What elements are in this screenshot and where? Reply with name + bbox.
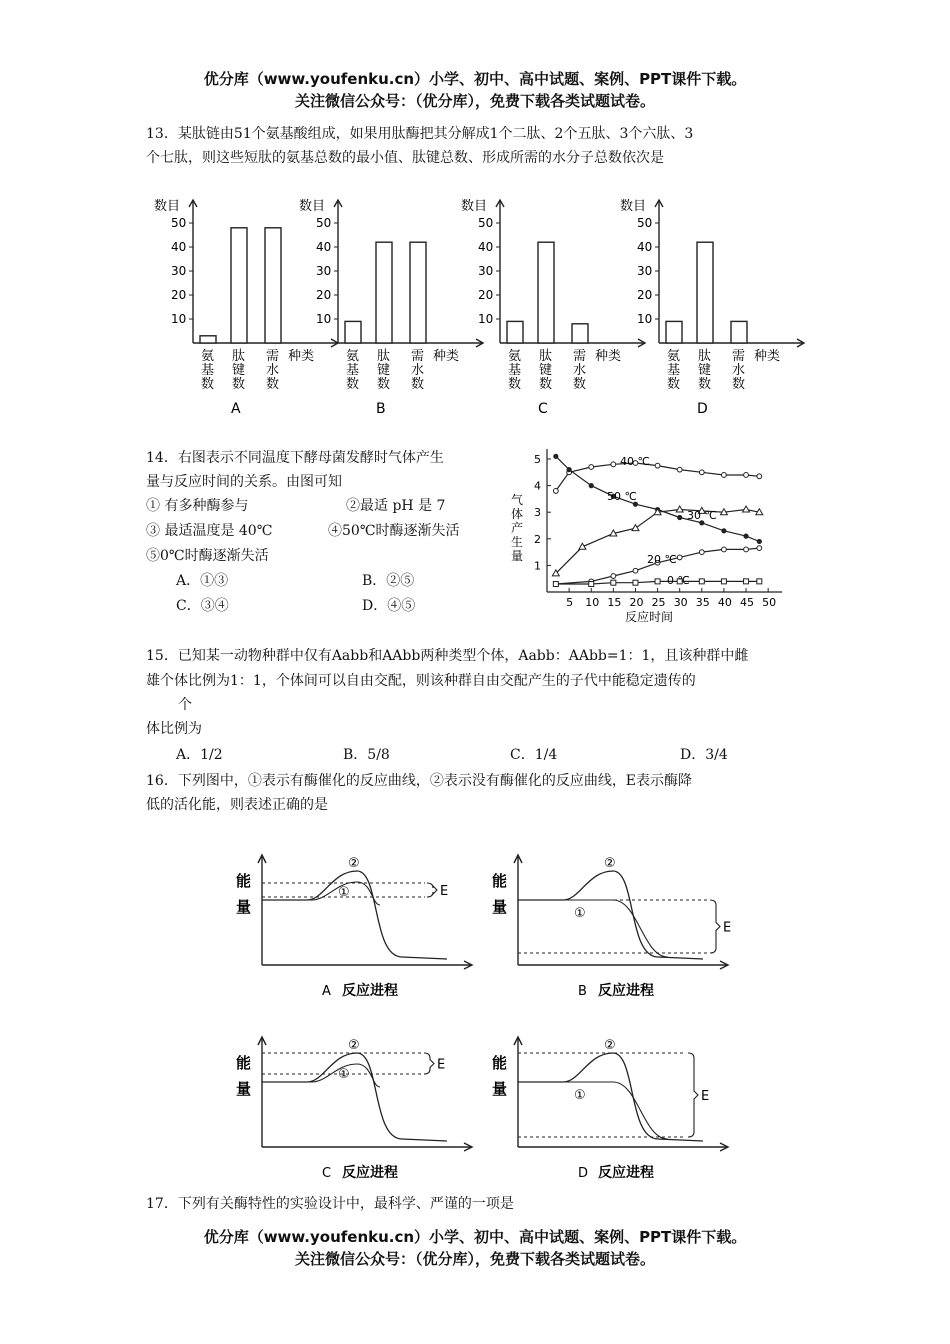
category-label-char: 数 bbox=[732, 377, 746, 392]
q15-option-c: C．1/4 bbox=[510, 747, 558, 763]
energy-panel-B bbox=[492, 855, 731, 999]
x-axis-label: 反应进程 bbox=[342, 983, 398, 999]
brace bbox=[688, 1053, 698, 1137]
category-label-char: 氨 bbox=[667, 349, 681, 364]
chart-letter: C bbox=[538, 401, 548, 417]
q14-option-b: B．②⑤ bbox=[362, 573, 415, 589]
x-axis-label: 反应进程 bbox=[598, 1165, 654, 1181]
category-label-char: 氨 bbox=[508, 349, 522, 364]
category-label-char: 数 bbox=[266, 377, 280, 392]
q15-option-a: A．1/2 bbox=[176, 747, 223, 763]
q15-option-b: B．5/8 bbox=[343, 747, 390, 763]
panel-letter: A bbox=[322, 984, 331, 999]
category-label-char: 肽 bbox=[232, 349, 246, 364]
x-axis-label: 反应进程 bbox=[342, 1165, 398, 1181]
y-axis-label: 数目 bbox=[461, 199, 488, 214]
category-label-char: 需 bbox=[266, 349, 280, 364]
q14-item-3: ③ 最适温度是 40℃ bbox=[146, 523, 273, 539]
y-label-top: 能 bbox=[236, 872, 252, 890]
y-axis-label-char: 生 bbox=[511, 535, 524, 549]
curve-uncatalyzed bbox=[262, 871, 447, 959]
y-tick-label: 20 bbox=[478, 288, 494, 302]
e-label: E bbox=[437, 1057, 446, 1073]
y-axis-label-char: 体 bbox=[511, 507, 524, 521]
y-tick-label: 40 bbox=[478, 240, 494, 254]
curve-1-label: ① bbox=[574, 1088, 586, 1103]
category-label-char: 肽 bbox=[539, 349, 553, 364]
curve-1-label: ① bbox=[338, 885, 350, 900]
category-label-char: 数 bbox=[667, 377, 681, 392]
curve-uncatalyzed bbox=[518, 871, 703, 959]
category-label-char: 肽 bbox=[377, 349, 391, 364]
y-tick-label: 30 bbox=[316, 264, 332, 278]
q14-item-5: ⑤0℃时酶逐渐失活 bbox=[146, 548, 269, 564]
y-axis-label-char: 产 bbox=[511, 521, 524, 535]
category-label-char: 氨 bbox=[201, 349, 215, 364]
series-label: 30 ℃ bbox=[687, 509, 717, 522]
category-label-char: 键 bbox=[539, 363, 553, 378]
curve-catalyzed bbox=[518, 900, 668, 957]
category-label-char: 水 bbox=[411, 363, 425, 378]
energy-panel-D bbox=[492, 1037, 728, 1181]
curve-2-label: ② bbox=[348, 856, 360, 871]
category-label-char: 基 bbox=[201, 363, 215, 378]
chart-letter: D bbox=[697, 401, 708, 417]
q16-line-2: 低的活化能，则表述正确的是 bbox=[146, 797, 328, 813]
x-tick-label: 10 bbox=[585, 596, 600, 609]
category-label-char: 数 bbox=[346, 377, 360, 392]
y-tick-label: 20 bbox=[637, 288, 653, 302]
y-label-top: 能 bbox=[236, 1054, 252, 1072]
chart-letter: B bbox=[376, 401, 386, 417]
curve-1-label: ① bbox=[338, 1067, 350, 1082]
energy-panel-A bbox=[236, 855, 472, 999]
header-line-2: 关注微信公众号：（优分库），免费下载各类试题试卷。 bbox=[294, 92, 655, 110]
y-axis-label: 数目 bbox=[154, 199, 181, 214]
q14-item-1: ① 有多种酶参与 bbox=[146, 498, 249, 514]
category-label-char: 水 bbox=[266, 363, 280, 378]
y-label-bottom: 量 bbox=[236, 1080, 252, 1098]
y-tick-label: 10 bbox=[171, 312, 187, 326]
x-axis-label: 种类 bbox=[754, 349, 781, 364]
panel-letter: D bbox=[578, 1166, 589, 1181]
category-label-char: 氨 bbox=[346, 349, 360, 364]
curve-2-label: ② bbox=[604, 1038, 616, 1053]
y-tick-label: 3 bbox=[534, 506, 541, 520]
curve-uncatalyzed bbox=[518, 1053, 703, 1141]
footer-line-2: 关注微信公众号：（优分库），免费下载各类试题试卷。 bbox=[294, 1250, 655, 1268]
header-line-1: 优分库（www.youfenku.cn）小学、初中、高中试题、案例、PPT课件下载。 bbox=[203, 70, 747, 88]
x-tick-label: 30 bbox=[673, 596, 688, 609]
series-label: 0 ℃ bbox=[667, 574, 690, 587]
energy-panel-C bbox=[236, 1037, 472, 1181]
category-label-char: 数 bbox=[232, 377, 246, 392]
series-label: 40 ℃ bbox=[620, 455, 650, 468]
q14-option-d: D．④⑤ bbox=[362, 598, 416, 614]
y-tick-label: 40 bbox=[637, 240, 653, 254]
series-label: 20 ℃ bbox=[647, 553, 677, 566]
brace bbox=[710, 900, 720, 953]
q16-line-1: 16．下列图中，①表示有酶催化的反应曲线，②表示没有酶催化的反应曲线，E表示酶降 bbox=[146, 773, 693, 789]
x-axis-label: 反应进程 bbox=[598, 983, 654, 999]
x-axis-label: 反应时间 bbox=[625, 610, 674, 624]
y-tick-label: 1 bbox=[534, 559, 541, 573]
x-tick-label: 20 bbox=[629, 596, 644, 609]
y-tick-label: 4 bbox=[534, 479, 541, 493]
y-tick-label: 5 bbox=[534, 453, 541, 466]
x-tick-label: 15 bbox=[607, 596, 622, 609]
y-label-bottom: 量 bbox=[236, 898, 252, 916]
footer-line-1: 优分库（www.youfenku.cn）小学、初中、高中试题、案例、PPT课件下载。 bbox=[203, 1228, 747, 1246]
category-label-char: 键 bbox=[232, 363, 246, 378]
panel-letter: C bbox=[322, 1166, 332, 1181]
y-axis-label-char: 量 bbox=[511, 549, 524, 563]
y-tick-label: 50 bbox=[316, 216, 332, 230]
e-label: E bbox=[440, 884, 449, 899]
y-tick-label: 10 bbox=[478, 312, 494, 326]
e-label: E bbox=[723, 920, 732, 936]
series-label: 50 ℃ bbox=[607, 490, 637, 503]
x-tick-label: 35 bbox=[695, 596, 710, 609]
x-axis-label: 种类 bbox=[433, 349, 460, 364]
curve-catalyzed bbox=[518, 1082, 668, 1139]
category-label-char: 基 bbox=[346, 363, 360, 378]
x-tick-label: 45 bbox=[740, 596, 755, 609]
category-label-char: 数 bbox=[539, 377, 553, 392]
q15-line-4: 体比例为 bbox=[146, 721, 202, 737]
y-label-bottom: 量 bbox=[492, 898, 508, 916]
q14-item-2: ②最适 pH 是 7 bbox=[346, 498, 446, 514]
brace bbox=[427, 883, 437, 897]
x-axis-label: 种类 bbox=[288, 349, 315, 364]
q14-option-c: C．③④ bbox=[176, 598, 229, 614]
q15-line-2: 雄个体比例为1：1，个体间可以自由交配，则该种群自由交配产生的子代中能稳定遗传的 bbox=[146, 673, 696, 689]
curve-2-label: ② bbox=[348, 1038, 360, 1053]
y-tick-label: 40 bbox=[316, 240, 332, 254]
q14-option-a: A．①③ bbox=[176, 573, 229, 589]
y-axis-label: 数目 bbox=[299, 199, 326, 214]
y-tick-label: 50 bbox=[171, 216, 187, 230]
curve-2-label: ② bbox=[604, 856, 616, 871]
curve-1-label: ① bbox=[574, 906, 586, 921]
category-label-char: 键 bbox=[377, 363, 391, 378]
y-tick-label: 30 bbox=[637, 264, 653, 278]
y-tick-label: 2 bbox=[534, 532, 541, 546]
y-tick-label: 30 bbox=[478, 264, 494, 278]
q14-item-4: ④50℃时酶逐渐失活 bbox=[328, 523, 460, 539]
category-label-char: 数 bbox=[411, 377, 425, 392]
category-label-char: 数 bbox=[573, 377, 587, 392]
category-label-char: 需 bbox=[732, 349, 746, 364]
x-tick-label: 40 bbox=[717, 596, 732, 609]
e-label: E bbox=[701, 1089, 710, 1104]
category-label-char: 肽 bbox=[698, 349, 712, 364]
y-tick-label: 10 bbox=[316, 312, 332, 326]
y-tick-label: 40 bbox=[171, 240, 187, 254]
category-label-char: 数 bbox=[377, 377, 391, 392]
chart-letter: A bbox=[231, 401, 241, 417]
x-tick-label: 50 bbox=[762, 596, 777, 609]
y-tick-label: 50 bbox=[637, 216, 653, 230]
category-label-char: 基 bbox=[667, 363, 681, 378]
q13-line-1: 13．某肽链由51个氨基酸组成，如果用肽酶把其分解成1个二肽、2个五肽、3个六肽、3 bbox=[146, 126, 694, 142]
q14-line-1: 14．右图表示不同温度下酵母菌发酵时气体产生 bbox=[146, 450, 444, 466]
category-label-char: 需 bbox=[411, 349, 425, 364]
category-label-char: 基 bbox=[508, 363, 522, 378]
brace bbox=[424, 1053, 434, 1074]
q13-line-2: 个七肽，则这些短肽的氨基总数的最小值、肽键总数、形成所需的水分子总数依次是 bbox=[146, 150, 664, 166]
category-label-char: 水 bbox=[732, 363, 746, 378]
category-label-char: 键 bbox=[698, 363, 712, 378]
category-label-char: 水 bbox=[573, 363, 587, 378]
q17-line-1: 17．下列有关酶特性的实验设计中，最科学、严谨的一项是 bbox=[146, 1196, 514, 1212]
y-label-bottom: 量 bbox=[492, 1080, 508, 1098]
y-tick-label: 20 bbox=[171, 288, 187, 302]
y-label-top: 能 bbox=[492, 1054, 508, 1072]
category-label-char: 数 bbox=[508, 377, 522, 392]
panel-letter: B bbox=[578, 984, 587, 999]
curve-uncatalyzed bbox=[262, 1053, 447, 1141]
category-label-char: 数 bbox=[698, 377, 712, 392]
x-tick-label: 5 bbox=[566, 596, 574, 609]
category-label-char: 需 bbox=[573, 349, 587, 364]
q15-option-d: D．3/4 bbox=[680, 747, 728, 763]
y-tick-label: 30 bbox=[171, 264, 187, 278]
x-tick-label: 25 bbox=[651, 596, 666, 609]
category-label-char: 数 bbox=[201, 377, 215, 392]
q14-line-2: 量与反应时间的关系。由图可知 bbox=[146, 474, 342, 490]
y-label-top: 能 bbox=[492, 872, 508, 890]
y-tick-label: 50 bbox=[478, 216, 494, 230]
y-tick-label: 10 bbox=[637, 312, 653, 326]
x-axis-label: 种类 bbox=[595, 349, 622, 364]
q15-line-1: 15．已知某一动物种群中仅有Aabb和AAbb两种类型个体，Aabb：AAbb=1：1，且该种群中雌 bbox=[146, 648, 749, 664]
q15-line-3: 个 bbox=[178, 697, 192, 713]
y-axis-label: 数目 bbox=[620, 199, 647, 214]
y-tick-label: 20 bbox=[316, 288, 332, 302]
y-axis-label-char: 气 bbox=[511, 493, 524, 507]
